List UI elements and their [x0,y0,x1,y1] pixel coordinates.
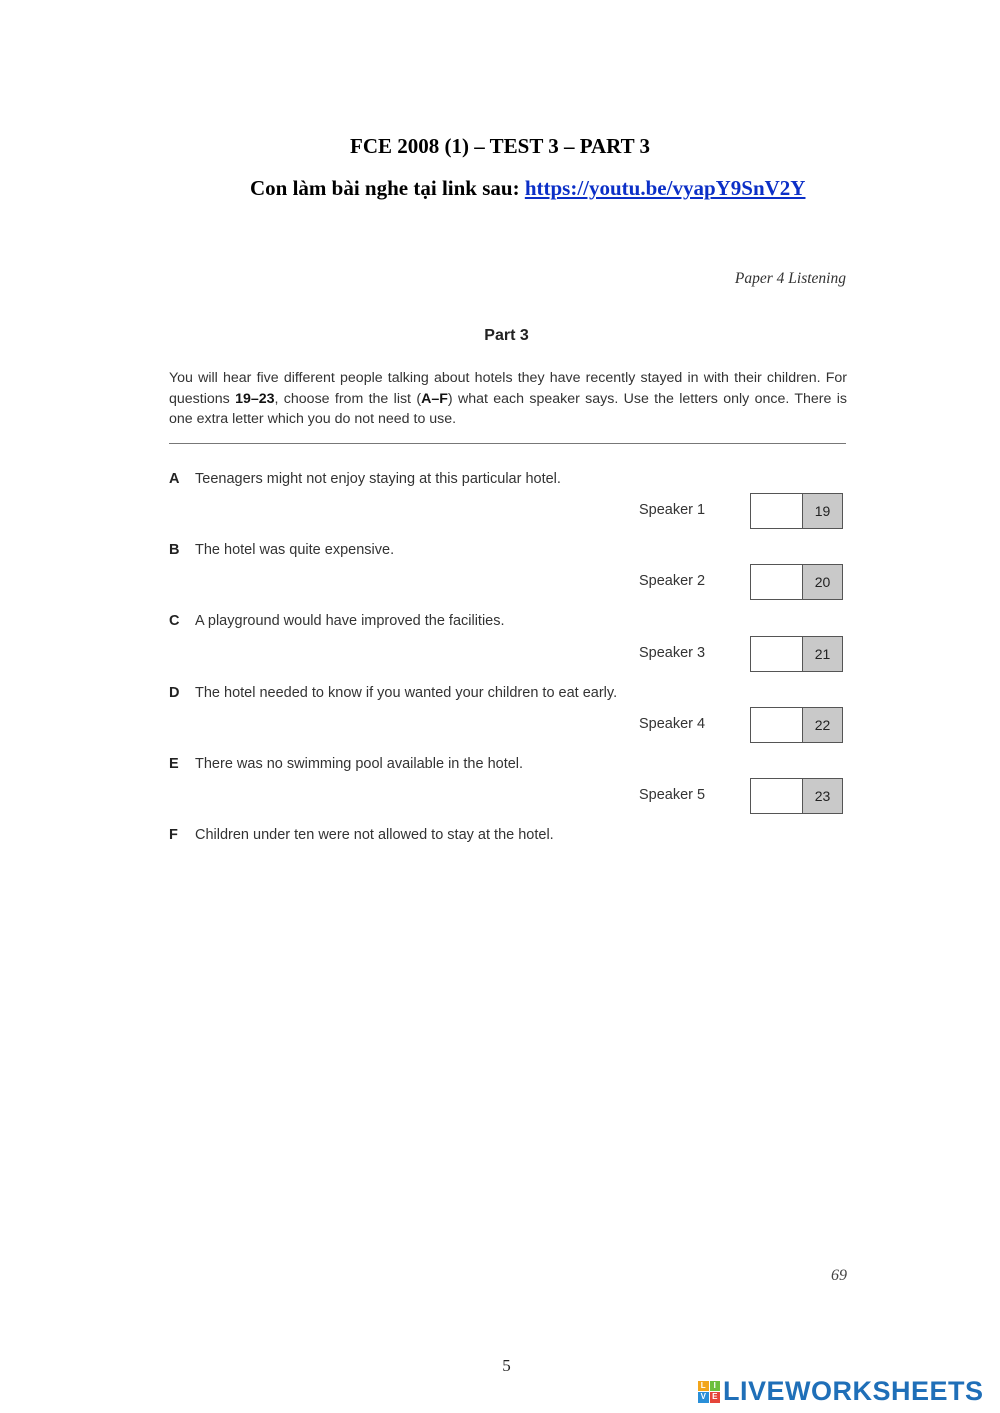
speaker-label: Speaker 2 [639,573,706,589]
answer-box-21 [750,636,843,672]
youtube-link[interactable]: https://youtu.be/vyapY9SnV2Y [524,176,806,200]
option-letter: B [169,542,180,558]
answer-input-22[interactable] [751,708,803,742]
option-letter: E [169,756,179,772]
question-number: 23 [803,779,842,813]
question-number: 21 [803,637,842,671]
answer-box-19 [750,493,843,529]
answer-box-22 [750,707,843,743]
question-number: 20 [803,565,842,599]
speaker-label: Speaker 4 [639,716,706,732]
listening-link-line [250,176,805,201]
logo-letter: V [698,1392,709,1403]
answer-input-21[interactable] [751,637,803,671]
option-letter: D [169,685,180,701]
option-text: Teenagers might not enjoy staying at this particular hotel. [195,471,561,487]
option-text: The hotel needed to know if you wanted your children to eat early. [195,685,618,701]
speaker-label: Speaker 3 [639,645,706,661]
liveworksheets-logo-icon [698,1381,720,1403]
liveworksheets-watermark [698,1378,984,1405]
paper-header: Paper 4 Listening [734,270,846,287]
document-title: FCE 2008 (1) – TEST 3 – PART 3 [350,134,650,158]
option-letter: C [169,613,180,629]
logo-letter: E [710,1392,721,1403]
answer-input-19[interactable] [751,494,803,528]
instructions-text-3: ) what each speaker says. Use the letters only once. There is one extra letter which you do not need to use. [169,390,848,427]
answer-input-23[interactable] [751,779,803,813]
option-letter: A [169,471,180,487]
part-heading: Part 3 [484,327,529,344]
original-page-number: 69 [831,1267,847,1284]
instructions-letter-range: A–F [421,390,448,407]
watermark-text: LIVEWORKSHEETS [723,1376,984,1406]
option-text: The hotel was quite expensive. [195,542,395,558]
instructions-text-2: , choose from the list ( [274,390,422,407]
instructions-text-1: You will hear five different people talking about hotels they have recently stayed in with their children. For questions [169,370,847,407]
speaker-label: Speaker 5 [639,787,706,803]
logo-letter: L [698,1381,709,1392]
option-text: There was no swimming pool available in the hotel. [195,756,524,772]
option-text: Children under ten were not allowed to stay at the hotel. [195,827,554,843]
answer-input-20[interactable] [751,565,803,599]
question-number: 19 [803,494,842,528]
page-number: 5 [502,1356,511,1375]
option-letter: F [169,827,178,843]
option-text: A playground would have improved the facilities. [195,613,505,629]
instructions [169,368,847,430]
answer-box-23 [750,778,843,814]
answer-box-20 [750,564,843,600]
speaker-label: Speaker 1 [639,502,706,518]
logo-letter: I [710,1381,721,1392]
link-prefix: Con làm bài nghe tại link sau: [250,176,520,200]
divider [169,443,846,444]
instructions-question-range: 19–23 [235,390,275,407]
question-number: 22 [803,708,842,742]
